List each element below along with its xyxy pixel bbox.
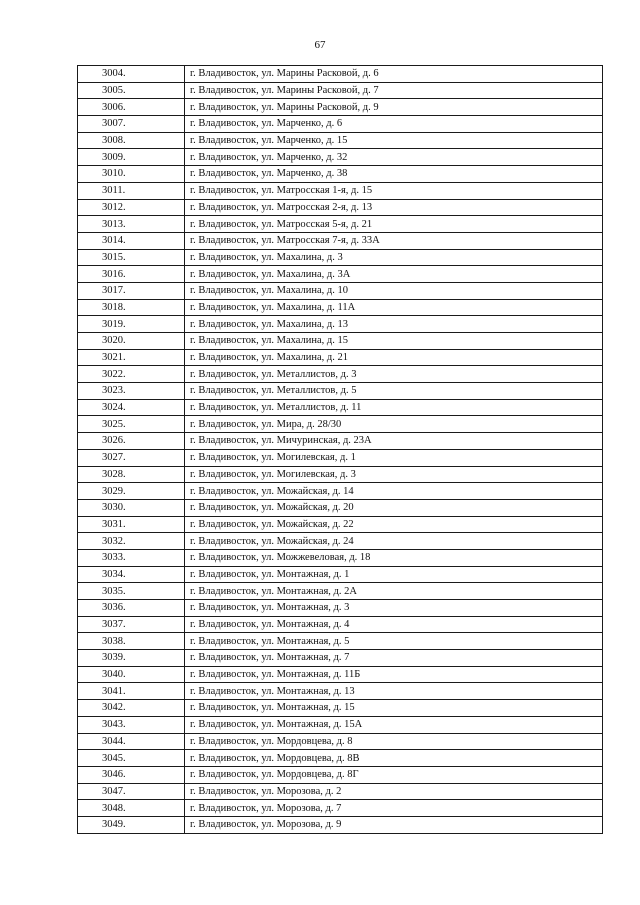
address-cell: г. Владивосток, ул. Матросская 1-я, д. 15 [185, 182, 603, 199]
address-cell: г. Владивосток, ул. Марченко, д. 15 [185, 132, 603, 149]
address-table-body [78, 66, 603, 834]
address-cell: г. Владивосток, ул. Марины Расковой, д. 6 [185, 66, 603, 83]
table-row [78, 816, 603, 833]
table-row [78, 633, 603, 650]
address-cell: г. Владивосток, ул. Можайская, д. 14 [185, 483, 603, 500]
address-cell: г. Владивосток, ул. Марченко, д. 32 [185, 149, 603, 166]
address-cell: г. Владивосток, ул. Махалина, д. 3 [185, 249, 603, 266]
table-row [78, 600, 603, 617]
address-cell: г. Владивосток, ул. Мичуринская, д. 23А [185, 433, 603, 450]
table-row [78, 566, 603, 583]
row-number-cell: 3046. [78, 766, 185, 783]
row-number-cell: 3032. [78, 533, 185, 550]
address-cell: г. Владивосток, ул. Можайская, д. 20 [185, 499, 603, 516]
table-row [78, 449, 603, 466]
row-number-cell: 3047. [78, 783, 185, 800]
address-cell: г. Владивосток, ул. Марченко, д. 38 [185, 166, 603, 183]
row-number-cell: 3005. [78, 82, 185, 99]
row-number-cell: 3040. [78, 666, 185, 683]
address-cell: г. Владивосток, ул. Морозова, д. 9 [185, 816, 603, 833]
row-number-cell: 3024. [78, 399, 185, 416]
address-cell: г. Владивосток, ул. Махалина, д. 3А [185, 266, 603, 283]
row-number-cell: 3034. [78, 566, 185, 583]
table-row [78, 549, 603, 566]
address-cell: г. Владивосток, ул. Монтажная, д. 15А [185, 716, 603, 733]
table-row [78, 99, 603, 116]
table-row [78, 216, 603, 233]
table-row [78, 533, 603, 550]
row-number-cell: 3031. [78, 516, 185, 533]
row-number-cell: 3036. [78, 600, 185, 617]
row-number-cell: 3027. [78, 449, 185, 466]
table-row [78, 182, 603, 199]
row-number-cell: 3021. [78, 349, 185, 366]
table-row [78, 650, 603, 667]
address-cell: г. Владивосток, ул. Мордовцева, д. 8Г [185, 766, 603, 783]
page-number: 67 [314, 39, 326, 51]
row-number-cell: 3013. [78, 216, 185, 233]
address-cell: г. Владивосток, ул. Металлистов, д. 11 [185, 399, 603, 416]
row-number-cell: 3014. [78, 232, 185, 249]
table-row [78, 766, 603, 783]
address-cell: г. Владивосток, ул. Морозова, д. 7 [185, 800, 603, 817]
row-number-cell: 3007. [78, 116, 185, 133]
row-number-cell: 3048. [78, 800, 185, 817]
table-row [78, 716, 603, 733]
table-row [78, 132, 603, 149]
table-row [78, 116, 603, 133]
row-number-cell: 3018. [78, 299, 185, 316]
address-cell: г. Владивосток, ул. Марины Расковой, д. 9 [185, 99, 603, 116]
table-row [78, 616, 603, 633]
address-cell: г. Владивосток, ул. Марины Расковой, д. 7 [185, 82, 603, 99]
row-number-cell: 3033. [78, 549, 185, 566]
row-number-cell: 3010. [78, 166, 185, 183]
row-number-cell: 3044. [78, 733, 185, 750]
address-cell: г. Владивосток, ул. Махалина, д. 15 [185, 333, 603, 350]
row-number-cell: 3006. [78, 99, 185, 116]
address-cell: г. Владивосток, ул. Монтажная, д. 7 [185, 650, 603, 667]
row-number-cell: 3042. [78, 700, 185, 717]
row-number-cell: 3043. [78, 716, 185, 733]
address-cell: г. Владивосток, ул. Монтажная, д. 11Б [185, 666, 603, 683]
table-row [78, 316, 603, 333]
row-number-cell: 3016. [78, 266, 185, 283]
row-number-cell: 3023. [78, 383, 185, 400]
table-row [78, 700, 603, 717]
row-number-cell: 3012. [78, 199, 185, 216]
row-number-cell: 3049. [78, 816, 185, 833]
table-row [78, 466, 603, 483]
address-cell: г. Владивосток, ул. Можжевеловая, д. 18 [185, 549, 603, 566]
address-cell: г. Владивосток, ул. Махалина, д. 21 [185, 349, 603, 366]
table-row [78, 483, 603, 500]
address-cell: г. Владивосток, ул. Монтажная, д. 15 [185, 700, 603, 717]
address-cell: г. Владивосток, ул. Монтажная, д. 5 [185, 633, 603, 650]
address-cell: г. Владивосток, ул. Мордовцева, д. 8В [185, 750, 603, 767]
table-row [78, 366, 603, 383]
address-cell: г. Владивосток, ул. Матросская 7-я, д. 33А [185, 232, 603, 249]
row-number-cell: 3035. [78, 583, 185, 600]
row-number-cell: 3037. [78, 616, 185, 633]
address-cell: г. Владивосток, ул. Махалина, д. 10 [185, 282, 603, 299]
address-cell: г. Владивосток, ул. Металлистов, д. 3 [185, 366, 603, 383]
table-row [78, 750, 603, 767]
address-cell: г. Владивосток, ул. Можайская, д. 24 [185, 533, 603, 550]
row-number-cell: 3039. [78, 650, 185, 667]
address-cell: г. Владивосток, ул. Металлистов, д. 5 [185, 383, 603, 400]
address-cell: г. Владивосток, ул. Марченко, д. 6 [185, 116, 603, 133]
row-number-cell: 3026. [78, 433, 185, 450]
address-cell: г. Владивосток, ул. Матросская 5-я, д. 21 [185, 216, 603, 233]
table-row [78, 800, 603, 817]
table-row [78, 66, 603, 83]
table-row [78, 499, 603, 516]
table-row [78, 299, 603, 316]
address-cell: г. Владивосток, ул. Матросская 2-я, д. 13 [185, 199, 603, 216]
address-cell: г. Владивосток, ул. Монтажная, д. 1 [185, 566, 603, 583]
address-cell: г. Владивосток, ул. Морозова, д. 2 [185, 783, 603, 800]
row-number-cell: 3015. [78, 249, 185, 266]
table-row [78, 282, 603, 299]
table-row [78, 433, 603, 450]
table-row [78, 333, 603, 350]
row-number-cell: 3009. [78, 149, 185, 166]
table-row [78, 383, 603, 400]
address-cell: г. Владивосток, ул. Монтажная, д. 3 [185, 600, 603, 617]
row-number-cell: 3022. [78, 366, 185, 383]
table-row [78, 783, 603, 800]
address-table [77, 65, 603, 834]
address-cell: г. Владивосток, ул. Можайская, д. 22 [185, 516, 603, 533]
address-cell: г. Владивосток, ул. Махалина, д. 11А [185, 299, 603, 316]
row-number-cell: 3004. [78, 66, 185, 83]
table-row [78, 583, 603, 600]
row-number-cell: 3011. [78, 182, 185, 199]
address-cell: г. Владивосток, ул. Монтажная, д. 4 [185, 616, 603, 633]
table-row [78, 349, 603, 366]
address-cell: г. Владивосток, ул. Мира, д. 28/30 [185, 416, 603, 433]
table-row [78, 149, 603, 166]
row-number-cell: 3025. [78, 416, 185, 433]
address-cell: г. Владивосток, ул. Монтажная, д. 13 [185, 683, 603, 700]
row-number-cell: 3029. [78, 483, 185, 500]
address-cell: г. Владивосток, ул. Могилевская, д. 3 [185, 466, 603, 483]
row-number-cell: 3030. [78, 499, 185, 516]
row-number-cell: 3045. [78, 750, 185, 767]
table-row [78, 199, 603, 216]
row-number-cell: 3020. [78, 333, 185, 350]
row-number-cell: 3019. [78, 316, 185, 333]
table-row [78, 683, 603, 700]
row-number-cell: 3017. [78, 282, 185, 299]
address-cell: г. Владивосток, ул. Мордовцева, д. 8 [185, 733, 603, 750]
table-row [78, 666, 603, 683]
address-cell: г. Владивосток, ул. Могилевская, д. 1 [185, 449, 603, 466]
table-row [78, 249, 603, 266]
table-row [78, 399, 603, 416]
address-cell: г. Владивосток, ул. Махалина, д. 13 [185, 316, 603, 333]
table-row [78, 232, 603, 249]
table-row [78, 416, 603, 433]
table-row [78, 82, 603, 99]
row-number-cell: 3028. [78, 466, 185, 483]
row-number-cell: 3038. [78, 633, 185, 650]
table-row [78, 166, 603, 183]
row-number-cell: 3041. [78, 683, 185, 700]
table-row [78, 266, 603, 283]
table-row [78, 733, 603, 750]
address-cell: г. Владивосток, ул. Монтажная, д. 2А [185, 583, 603, 600]
table-row [78, 516, 603, 533]
row-number-cell: 3008. [78, 132, 185, 149]
